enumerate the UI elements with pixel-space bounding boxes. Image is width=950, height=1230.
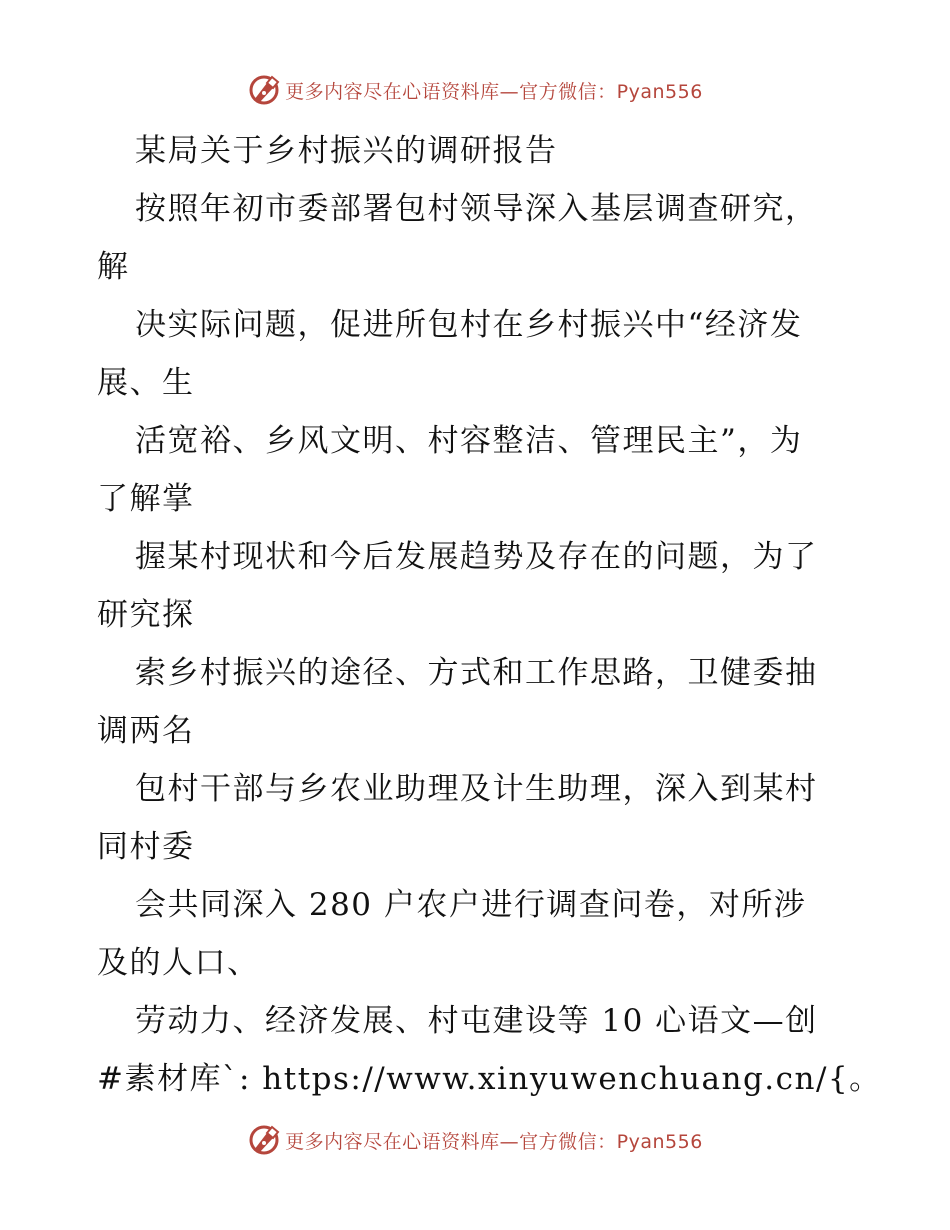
text-line: 研究探 (97, 597, 195, 633)
banner-text: 更多内容尽在心语资料库—官方微信：Pyan556 (285, 1130, 703, 1153)
text-line: 决实际问题，促进所包村在乡村振兴中“经济发 (135, 307, 803, 343)
text-line: 解 (97, 249, 130, 285)
text-line: 展、生 (97, 365, 195, 401)
pen-nib-logo-icon (247, 73, 281, 107)
text-line: 了解掌 (97, 481, 195, 517)
text-line: 劳动力、经济发展、村屯建设等 10 心语文—创 (135, 1003, 818, 1039)
document-body (97, 122, 882, 1108)
header-banner (0, 70, 950, 110)
text-line: 按照年初市委部署包村领导深入基层调查研究， (135, 191, 818, 227)
text-line: 握某村现状和今后发展趋势及存在的问题，为了 (135, 539, 818, 575)
text-line: 及的人口、 (97, 945, 260, 981)
text-line: 索乡村振兴的途径、方式和工作思路，卫健委抽 (135, 655, 818, 691)
pen-nib-logo-icon (247, 1123, 281, 1157)
text-line: 包村干部与乡农业助理及计生助理，深入到某村 (135, 771, 818, 807)
footer-banner (0, 1120, 950, 1160)
banner-text: 更多内容尽在心语资料库—官方微信：Pyan556 (285, 80, 703, 103)
text-line: 同村委 (97, 829, 195, 865)
text-line: 活宽裕、乡风文明、村容整洁、管理民主”，为 (135, 423, 803, 459)
text-line: 会共同深入 280 户农户进行调查问卷，对所涉 (135, 887, 807, 923)
text-line: 调两名 (97, 713, 195, 749)
document-title: 某局关于乡村振兴的调研报告 (135, 133, 558, 169)
text-line: #素材库`: https://www.xinyuwenchuang.cn/{。 (97, 1061, 882, 1097)
